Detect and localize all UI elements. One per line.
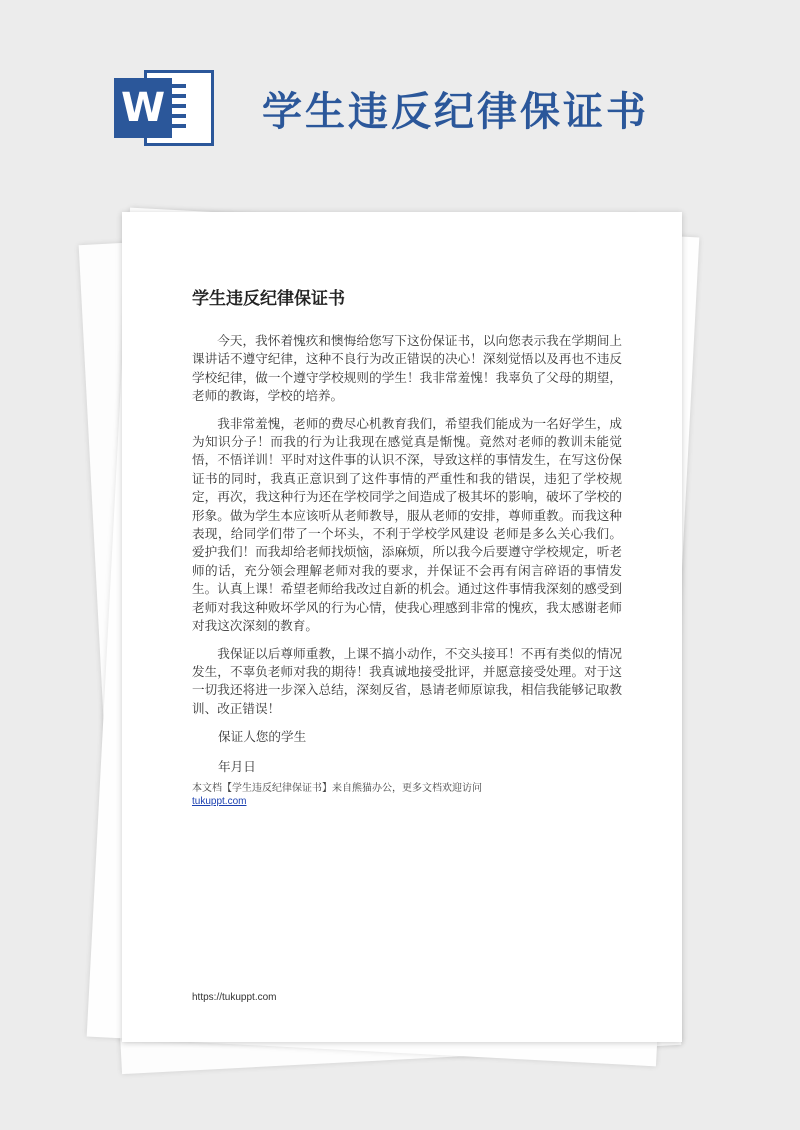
document-page <box>122 212 682 1042</box>
paragraph-2: 我非常羞愧，老师的费尽心机教育我们，希望我们能成为一名好学生，成为知识分子！而我的行为让我现在感觉真是惭愧。竟然对老师的教训未能觉悟，不悟详训！平时对这件事的认识不深，导致这样的事情发生，在写这份保证书的同时，我真正意识到了这件事情的严重性和我的错误，违犯了学校规定，再次，我这种行为还在学校同学之间造成了极其坏的影响，破坏了学校的形象。做为学生本应该听从老师教导，服从老师的安排，尊师重教。而我这种表现，给同学们带了一个坏头，不利于学校学风建设 老师是多么关心我们。爱护我们！而我却给老师找烦恼，添麻烦，所以我今后要遵守学校规定，听老师的话，充分领会理解老师对我的要求，并保证不会再有闲言碎语的事情发生。认真上课！希望老师给我改过自新的机会。通过这件事情我深刻的感受到老师对我这种败坏学风的行为心情，使我心理感到非常的愧疚，我太感谢老师对我这次深刻的教育。 <box>192 415 622 634</box>
signature-line: 保证人您的学生 <box>218 729 307 745</box>
document-body <box>192 332 622 776</box>
footer-url[interactable]: https://tukuppt.com <box>192 992 277 1003</box>
word-app-icon <box>114 70 214 146</box>
source-link[interactable]: tukuppt.com <box>192 796 247 807</box>
document-title: 学生违反纪律保证书 <box>192 289 345 309</box>
source-note-text: 本文档【学生违反纪律保证书】来自熊猫办公，更多文档欢迎访问 <box>192 783 482 794</box>
word-icon-tile: W <box>114 78 172 138</box>
paragraph-3: 我保证以后尊师重教，上课不搞小动作，不交头接耳！不再有类似的情况发生，不辜负老师对我的期待！我真诚地接受批评，并愿意接受处理。对于这一切我还将进一步深入总结，深刻反省，恳请老师原谅我，相信我能够记取教训、改正错误！ <box>192 645 622 716</box>
date-line: 年月日 <box>218 759 256 775</box>
paragraph-1: 今天，我怀着愧疚和懊悔给您写下这份保证书，以向您表示我在学期间上课讲话不遵守纪律，这种不良行为改正错误的决心！深刻觉悟以及再也不违反学校纪律，做一个遵守学校规则的学生！我非常羞愧！我辜负了父母的期望，老师的教诲，学校的培养。 <box>192 333 622 404</box>
page-title: 学生违反纪律保证书 <box>262 89 649 135</box>
source-note <box>192 782 482 808</box>
header <box>0 0 800 200</box>
